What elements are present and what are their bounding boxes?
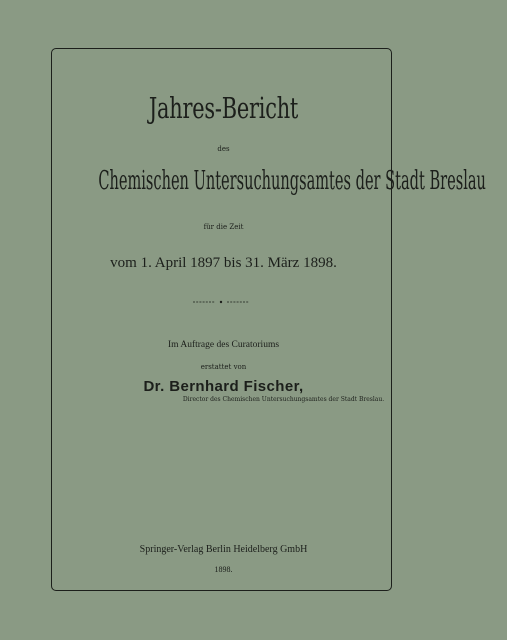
author-role: Director des Chemischen Untersuchungsamtes der Stadt Breslau. [182,396,385,403]
reporting-period: vom 1. April 1897 bis 31. März 1898. [110,255,337,271]
document-subtitle: Chemischen Untersuchungsamtes der Stadt Breslau [98,166,486,196]
document-title: Jahres-Bericht [148,91,299,125]
publication-year: 1898. [214,565,233,574]
publisher: Springer-Verlag Berlin Heidelberg GmbH [139,544,308,555]
commission-line: Im Auftrage des Curatoriums [167,340,280,350]
article-des: des [217,145,230,153]
ornamental-divider [193,300,249,304]
submitted-by-label: erstattet von [200,363,247,371]
author-name: Dr. Bernhard Fischer, [143,378,304,395]
page-border-frame [51,48,486,591]
period-intro: für die Zeit [203,223,244,231]
